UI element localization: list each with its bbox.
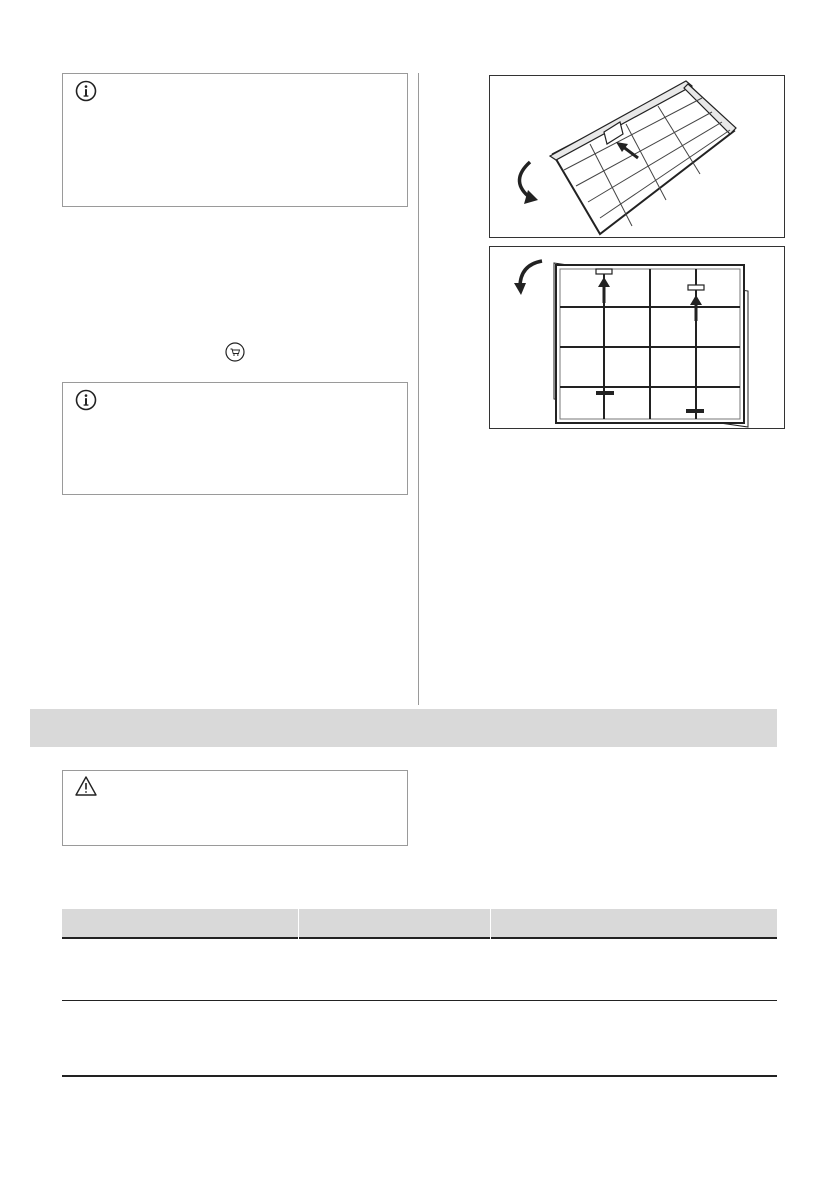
- info-icon: [75, 80, 97, 102]
- info-note-2: [62, 382, 408, 495]
- table-header-separator: [490, 909, 491, 939]
- info-icon: [75, 389, 97, 411]
- warning-note: [62, 770, 408, 846]
- cart-icon: [225, 342, 245, 362]
- warning-icon: [75, 775, 97, 797]
- table-header: [62, 909, 777, 939]
- filter-illustration-tilted: [490, 76, 785, 238]
- table-bottom-rule: [62, 1075, 777, 1077]
- filter-figure-2: [489, 246, 785, 429]
- table-header-separator: [298, 909, 299, 939]
- section-heading-band: [30, 709, 777, 747]
- table-row-divider: [62, 1000, 777, 1001]
- filter-figure-1: [489, 75, 785, 238]
- column-divider: [418, 73, 419, 705]
- filter-illustration-upright: [490, 247, 785, 429]
- info-note-1: [62, 73, 408, 207]
